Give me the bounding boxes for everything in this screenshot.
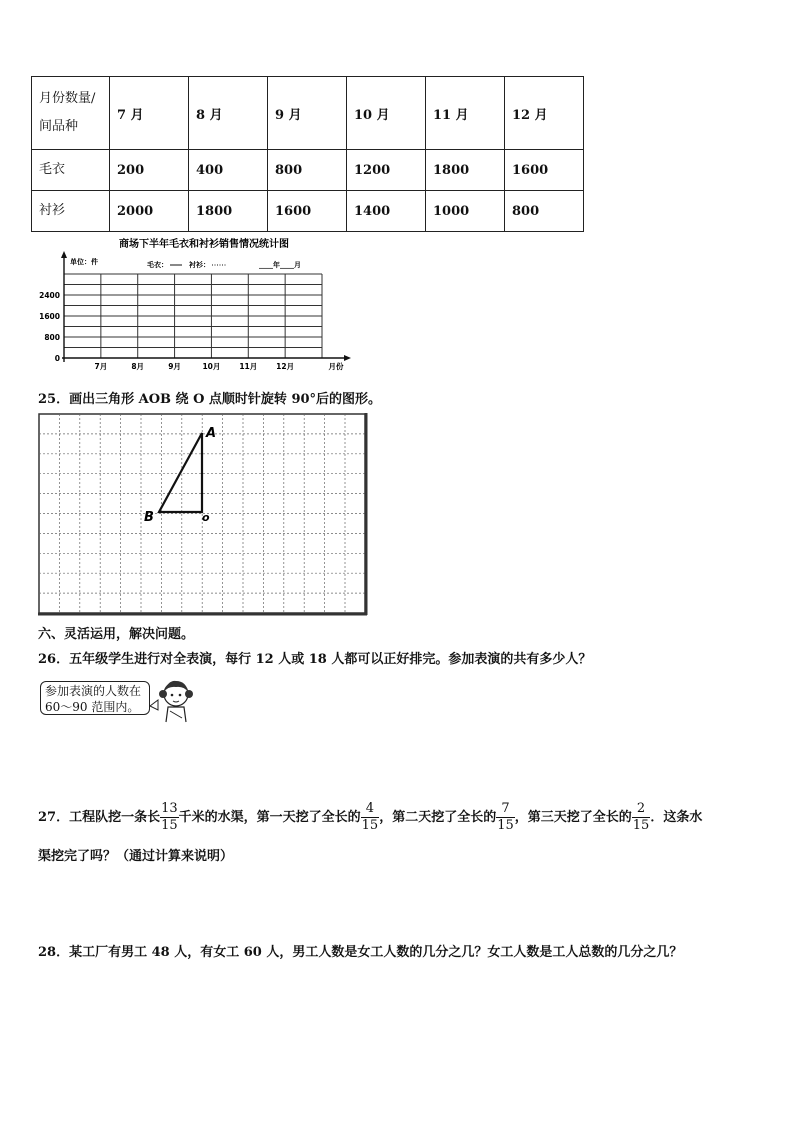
table-cell: 2000 <box>110 191 189 232</box>
label-o: o <box>202 511 210 524</box>
frac-den: 15 <box>161 818 178 833</box>
x-tick-label: 7月 <box>94 362 108 371</box>
q27-part5: ．这条水 <box>650 810 703 825</box>
chart-date-label: ____年____月 <box>259 261 301 269</box>
x-tick-label: 12月 <box>276 362 295 371</box>
y-tick-label: 2400 <box>39 291 60 300</box>
q27-part2: 千米的水渠，第一天挖了全长的 <box>178 810 361 825</box>
girl-cartoon-icon <box>146 676 196 724</box>
frac-den: 15 <box>497 818 514 833</box>
month-header: 10 月 <box>347 77 426 150</box>
table-row-shirt <box>32 191 584 232</box>
frac-num: 13 <box>161 801 178 816</box>
table-header-row <box>32 77 584 150</box>
legend-sweater: 毛衣： <box>147 261 168 269</box>
corner-line2: 间品种 <box>39 119 79 134</box>
hint-line2: 60～90 范围内。 <box>45 700 140 714</box>
frac-num: 4 <box>361 801 380 818</box>
row-label: 毛衣 <box>32 150 110 191</box>
table-cell: 1800 <box>189 191 268 232</box>
table-cell: 800 <box>505 191 584 232</box>
section-6-heading: 六、灵活运用，解决问题。 <box>38 627 195 642</box>
x-tick-label: 10月 <box>202 362 221 371</box>
q27-part1: 27．工程队挖一条长 <box>38 810 161 825</box>
chart-title: 商场下半年毛衣和衬衫销售情况统计图 <box>119 239 289 250</box>
y-tick-label: 0 <box>54 354 60 363</box>
month-header: 12 月 <box>505 77 584 150</box>
frac-num: 2 <box>632 801 651 818</box>
fraction-2-15 <box>632 801 651 834</box>
x-tick-label: 9月 <box>168 362 181 371</box>
chart-ticks <box>39 291 344 371</box>
table-cell: 800 <box>268 150 347 191</box>
y-tick-label: 800 <box>44 333 60 342</box>
table-cell: 1600 <box>505 150 584 191</box>
chart-unit-label: 单位：件 <box>70 258 98 266</box>
triangle-aob <box>159 433 202 512</box>
question-26: 26．五年级学生进行对全表演，每行 12 人或 18 人都可以正好排完。参加表演的共有多少人？ <box>38 652 592 667</box>
fraction-7-15 <box>496 801 515 834</box>
table-cell: 1800 <box>426 150 505 191</box>
hint-line1: 参加表演的人数在 <box>45 684 142 698</box>
frac-num: 7 <box>496 801 515 818</box>
frac-den: 15 <box>632 818 650 833</box>
x-tick-label: 8月 <box>131 362 145 371</box>
q27-part3: ，第二天挖了全长的 <box>379 810 497 825</box>
table-cell: 400 <box>189 150 268 191</box>
x-tick-label: 11月 <box>239 362 258 371</box>
label-b: B <box>144 510 154 525</box>
table-cell: 1000 <box>426 191 505 232</box>
sales-line-chart <box>30 234 360 374</box>
table-cell: 1600 <box>268 191 347 232</box>
month-header: 7 月 <box>110 77 189 150</box>
rotation-grid-figure <box>36 411 369 618</box>
corner-line1: 月份数量/ <box>39 91 96 106</box>
legend-shirt: 衬衫： <box>189 261 210 269</box>
question-27-line1 <box>38 801 702 834</box>
fraction-4-15 <box>361 801 380 834</box>
question-27-line2: 渠挖完了吗？（通过计算来说明） <box>38 849 234 864</box>
month-header: 9 月 <box>268 77 347 150</box>
table-row-sweater <box>32 150 584 191</box>
y-axis-arrow <box>61 251 67 258</box>
question-28: 28．某工厂有男工 48 人，有女工 60 人，男工人数是女工人数的几分之几？女工人数是工人总数的几分之几？ <box>38 945 683 960</box>
y-tick-label: 1600 <box>39 312 60 321</box>
row-label: 衬衫 <box>32 191 110 232</box>
month-header: 8 月 <box>189 77 268 150</box>
table-cell: 1200 <box>347 150 426 191</box>
q27-part4: ，第三天挖了全长的 <box>514 810 632 825</box>
table-cell: 200 <box>110 150 189 191</box>
sales-table <box>31 76 584 232</box>
x-axis-end-label: 月份 <box>328 362 344 371</box>
question-25: 25．画出三角形 AOB 绕 O 点顺时针旋转 90°后的图形。 <box>38 392 382 407</box>
hint-speech-bubble <box>40 681 150 715</box>
table-cell: 1400 <box>347 191 426 232</box>
month-header: 11 月 <box>426 77 505 150</box>
label-a: A <box>206 426 217 441</box>
table-corner-cell <box>32 77 110 150</box>
x-axis-arrow <box>344 355 351 361</box>
frac-den: 15 <box>361 818 379 833</box>
fraction-13-15 <box>160 801 179 834</box>
